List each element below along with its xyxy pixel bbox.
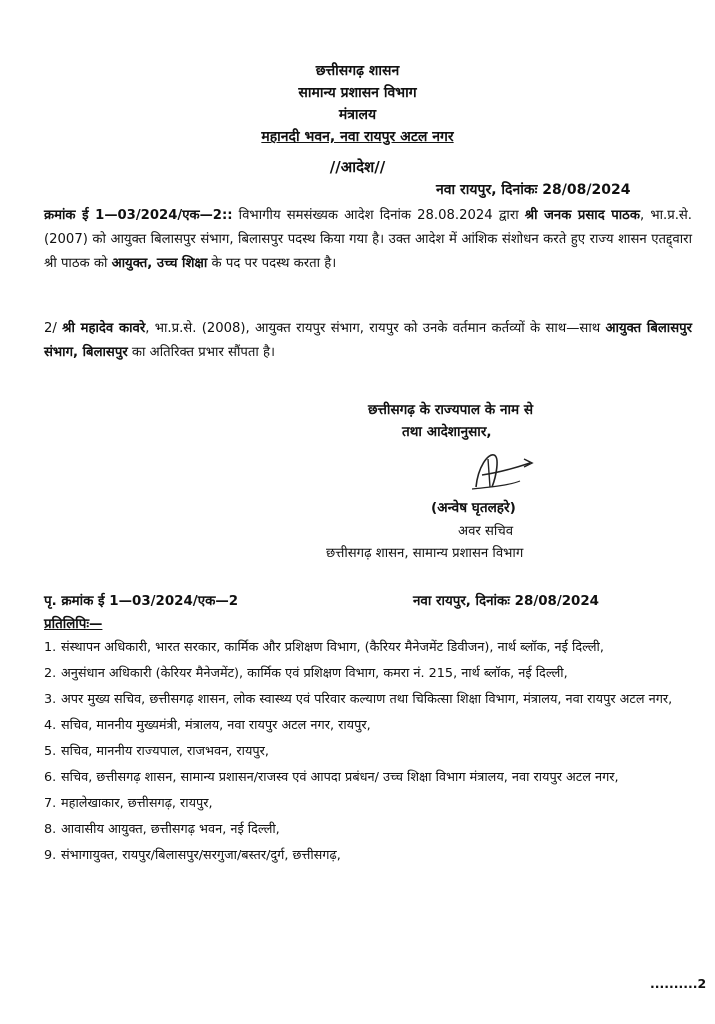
list-item xyxy=(44,637,696,659)
list-item xyxy=(44,715,696,737)
signatory-name: (अन्वेष घृतलहरे) xyxy=(431,500,516,516)
copy-heading: प्रतिलिपिः— xyxy=(44,617,103,632)
next-page-marker: ..........2 xyxy=(650,976,707,991)
list-item-number: 7. xyxy=(44,796,57,811)
p2-text-b: का अतिरिक्त प्रभार सौंपता है। xyxy=(127,345,275,360)
header-government: छत्तीसगढ़ शासन xyxy=(315,63,400,79)
list-item-text: सचिव, छत्तीसगढ़ शासन, सामान्य प्रशासन/राजस्व एवं आपदा प्रबंधन/ उच्च शिक्षा विभाग मंत्रालय, नवा रायपुर अटल नगर, xyxy=(61,770,619,785)
list-item xyxy=(44,741,696,763)
handwritten-signature xyxy=(452,447,562,497)
list-item-text: सचिव, माननीय राज्यपाल, राजभवन, रायपुर, xyxy=(61,744,269,759)
list-item-text: महालेखाकार, छत्तीसगढ़, रायपुर, xyxy=(61,796,213,811)
p2-text-a: , भा.प्र.से. (2008), आयुक्त रायपुर संभाग, रायपुर को उनके वर्तमान कर्तव्यों के साथ—साथ xyxy=(145,321,606,336)
list-item-number: 6. xyxy=(44,770,57,785)
header-ministry: मंत्रालय xyxy=(338,107,377,123)
endorsement-date: नवा रायपुर, दिनांकः 28/08/2024 xyxy=(413,594,599,609)
officer-name-pathak: श्री जनक प्रसाद पाठक xyxy=(524,208,640,223)
p1-text-c: के पद पर पदस्थ करता है। xyxy=(207,256,337,271)
order-paragraph-1 xyxy=(44,204,692,276)
list-item-text: सचिव, माननीय मुख्यमंत्री, मंत्रालय, नवा रायपुर अटल नगर, रायपुर, xyxy=(61,718,371,733)
header-address: महानदी भवन, नवा रायपुर अटल नगर xyxy=(261,129,454,145)
list-item xyxy=(44,767,696,789)
p1-text-b: , भा.प्र.से.(2007) को आयुक्त बिलासपुर संभाग, बिलासपुर पदस्थ किया गया है। उक्त आदेश में आंशिक संशोधन करते हुए राज्य शासन एतद्द्वारा श्री पाठक को xyxy=(44,208,692,271)
p1-text-a: विभागीय समसंख्यक आदेश दिनांक 28.08.2024 द्वारा xyxy=(232,208,525,223)
list-item-text: अनुसंधान अधिकारी (केरियर मैनेजमेंट), कार्मिक एवं प्रशिक्षण विभाग, कमरा नं. 215, नार्थ ब्लॉक, नई दिल्ली, xyxy=(61,666,568,681)
list-item-text: अपर मुख्य सचिव, छत्तीसगढ़ शासन, लोक स्वास्थ्य एवं परिवार कल्याण तथा चिकित्सा शिक्षा विभाग, मंत्रालय, नवा रायपुर अटल नगर, xyxy=(61,692,673,707)
list-item xyxy=(44,819,696,841)
p2-number: 2/ xyxy=(44,321,63,336)
list-item xyxy=(44,663,696,685)
list-item-number: 3. xyxy=(44,692,57,707)
copy-list xyxy=(44,637,696,871)
governor-order-line-2: तथा आदेशानुसार, xyxy=(402,424,492,440)
order-paragraph-2 xyxy=(44,317,692,365)
order-number: क्रमांक ई 1—03/2024/एक—2:: xyxy=(44,208,233,223)
list-item xyxy=(44,793,696,815)
list-item-number: 2. xyxy=(44,666,57,681)
signatory-designation: अवर सचिव xyxy=(458,524,514,539)
list-item-number: 8. xyxy=(44,822,57,837)
list-item xyxy=(44,845,696,867)
list-item-number: 9. xyxy=(44,848,57,863)
signatory-department: छत्तीसगढ़ शासन, सामान्य प्रशासन विभाग xyxy=(326,546,524,561)
governor-order-line-1: छत्तीसगढ़ के राज्यपाल के नाम से xyxy=(368,402,534,418)
list-item-text: संस्थापन अधिकारी, भारत सरकार, कार्मिक और प्रशिक्षण विभाग, (कैरियर मैनेजमेंट डिवीजन), नार्थ ब्लॉक, नई दिल्ली, xyxy=(61,640,604,655)
post-higher-education: आयुक्त, उच्च शिक्षा xyxy=(111,256,208,271)
list-item-number: 1. xyxy=(44,640,57,655)
list-item-number: 4. xyxy=(44,718,57,733)
officer-name-kaware: श्री महादेव कावरे xyxy=(62,321,146,336)
additional-charge-post: आयुक्त बिलासपुर संभाग, बिलासपुर xyxy=(44,321,693,360)
list-item-number: 5. xyxy=(44,744,57,759)
order-title: //आदेश// xyxy=(329,158,386,176)
list-item-text: आवासीय आयुक्त, छत्तीसगढ़ भवन, नई दिल्ली, xyxy=(61,822,280,837)
endorsement-ref: पृ. क्रमांक ई 1—03/2024/एक—2 xyxy=(44,594,239,609)
header-department: सामान्य प्रशासन विभाग xyxy=(298,85,417,101)
list-item xyxy=(44,689,696,711)
list-item-text: संभागायुक्त, रायपुर/बिलासपुर/सरगुजा/बस्तर/दुर्ग, छत्तीसगढ़, xyxy=(61,848,341,863)
order-date: नवा रायपुर, दिनांकः 28/08/2024 xyxy=(436,182,631,198)
